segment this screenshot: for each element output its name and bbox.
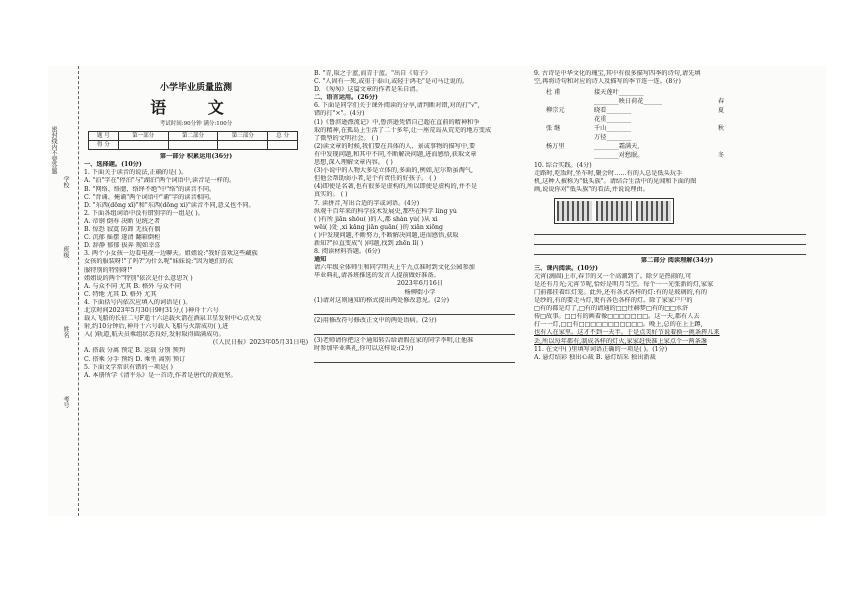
statement-line: 取的精神,在孤岛上生活了二十多年,让一座荒岛从荒芜的地方变成 xyxy=(314,126,492,134)
binding-strip xyxy=(48,66,79,516)
reading-line: 元宵(滴圆)上市,春节的又一个高潮到了。除夕是热闹的,可 xyxy=(534,272,692,280)
column-1 xyxy=(84,70,308,380)
poem-row xyxy=(546,142,820,151)
statement-line: (3)小说中的人物大多是立体的,多面的,例如,尼尔斯虽淘气, xyxy=(314,167,473,175)
poet-name: 柳宗元 xyxy=(546,106,565,114)
question-line: 错的打"×"。(4分) xyxy=(314,110,365,118)
question-line: 4. 下面括号内依次应填入的词语是( )。 xyxy=(84,298,192,306)
binding-label-id: 考号 xyxy=(62,396,69,408)
section-heading: 二、语言运用。(26分) xyxy=(314,94,378,102)
column-3 xyxy=(534,70,820,362)
poem-row xyxy=(546,88,820,97)
illustration-panel xyxy=(557,201,592,221)
option-line: C. 沉郁 摇摆 遂清 翻箱倒柜 xyxy=(84,234,161,242)
question-line: 7. 读拼音,写出合适的字或词语。(4分) xyxy=(314,199,420,207)
option-line: B. "网络、络腮、络绎不绝"中"络"的读音不同。 xyxy=(84,185,216,193)
subject-title: 语 文 xyxy=(150,98,242,117)
illustration-panel xyxy=(636,201,671,221)
poem-line: 花重________ xyxy=(594,115,632,123)
option-line: C. 特地 尤其 D. 格外 尤其 xyxy=(84,290,157,298)
statement-line: 但他会帮助弱小者,是个有责任的好孩子。 ( ) xyxy=(314,175,437,183)
notice-body: 请六年级全体师生和同学明天上午九点准时到文化公园参加 xyxy=(314,264,475,272)
score-cell[interactable] xyxy=(268,141,298,150)
source-line: (《人民日报》2023年05月31日电) xyxy=(212,339,308,347)
question-line: 10. 综合实践。(4分) xyxy=(534,162,592,170)
notice-title: 通知 xyxy=(314,256,327,264)
option-line: A. 搭载 分离 预定 B. 运载 分别 预判 xyxy=(84,347,185,355)
question-line: 5. 下面文学常识有错的一项是( ) xyxy=(84,363,173,371)
score-cell: 得 分 xyxy=(89,141,119,150)
option-line: A. 与众不同 尤其 B. 格外 与众不同 xyxy=(84,282,182,290)
option-line: B. 惊恐 寂寞 防卸 无技有偶 xyxy=(84,226,161,234)
option-line: D. 《匆匆》这篇文章的作者是朱自清。 xyxy=(314,86,422,94)
pinyin-line: ( )中发现问题,不断努力,不断解决问题,进而感悟,获取 xyxy=(314,231,459,239)
question-line: 8. 阅读材料答题。(6分) xyxy=(314,248,381,256)
score-table-row xyxy=(89,132,298,141)
exam-title: 小学毕业质量监测 xyxy=(159,83,232,93)
score-cell: 总 分 xyxy=(268,132,298,141)
question-line: 服特别的特别呀!" xyxy=(84,266,133,274)
question-line: 空,再将诗句和对应的诗人及描写的季节连一连。(8分) xyxy=(534,78,681,86)
question-line: 时参加毕业典礼,你可以这样说:(2分) xyxy=(314,344,414,352)
poem-line: ________霜满天, xyxy=(594,142,640,150)
illustration-phone-users xyxy=(554,198,674,224)
poem-row xyxy=(546,97,820,106)
option-line: D. 辞静 郁郁 拔奔 现如幸喜 xyxy=(84,242,161,250)
answer-line[interactable] xyxy=(314,327,515,335)
score-cell: 题 号 xyxy=(89,132,119,141)
poem-row xyxy=(546,124,820,133)
notice-signature: 杨柳街小学 xyxy=(404,288,436,296)
option-line: A. 帝钢 倒寿 决断 见统之者 xyxy=(84,217,161,225)
statement-line: (1)《鲁滨逊漂流记》中,鲁滨逊凭借自己超在直前的精神和争 xyxy=(314,118,480,126)
season: 秋 xyxy=(717,124,724,132)
poet-name: 张 继 xyxy=(546,124,561,132)
exam-meta: 考试时间:90分钟 满分:100分 xyxy=(159,121,233,127)
poem-line: ________映日荷花______ xyxy=(594,97,663,105)
poem-line: 接天莲叶________ xyxy=(594,88,644,96)
statement-line: (4)即使是名著,也有很多是虚构的,所以即使是虚构的,并不是 xyxy=(314,183,478,191)
reading-line: 打一一灯,□□有□□□□□□□□□□□。晚上,总的在上上蹲, xyxy=(534,321,703,329)
binding-label-name: 姓名 xyxy=(62,326,69,338)
reading-line: 是还有月光;元宵节呢,恰好是明月当空。每个一一光张新的灯,家家 xyxy=(534,280,714,288)
score-cell[interactable] xyxy=(118,141,168,150)
question-line: (3)老师请你把这个通知转告给请假在家的同学李明,让他准 xyxy=(314,336,474,344)
pinyin-line: ( )有所 jiān shǒu( )的人,都 shàn yú( )从 xì xyxy=(314,215,438,223)
poem-row xyxy=(546,151,820,160)
poet-name: 杜 甫 xyxy=(546,88,561,96)
question-line: 画,说说你对"低头族"的看法,并说说理由。 xyxy=(534,186,649,194)
notice-body: 毕业典礼,请各班推选的发言人提前做好准备。 xyxy=(314,272,440,280)
reading-line: 丢,所以每年都有,制成各样的灯火,家家赶快准上家点个一两条盏 xyxy=(534,337,707,345)
exam-sheet xyxy=(48,66,826,516)
part-heading: 第二部分 阅读理解(34分) xyxy=(640,256,714,264)
question-line: 走路时,吃饭时,坐车时,聚会时……有的人总是低头玩手 xyxy=(534,170,683,178)
score-cell[interactable] xyxy=(168,141,218,150)
score-cell: 第二部分 xyxy=(168,132,218,141)
poem-line: 晓看________ xyxy=(594,106,632,114)
question-line: 6. 下面是同学们关于课外阅读的分享,请判断对错,对的打"√", xyxy=(314,102,480,110)
question-line: 3. 两个小女孩一边看电视一边聊天。姐姐说:"我好喜欢这些藏族 xyxy=(84,250,258,258)
poem-matching-grid xyxy=(546,88,820,160)
question-line: 9. 古诗是中华文化的瑰宝,其中有很多描写四季的诗句,请先填 xyxy=(534,70,701,77)
statement-line: 思想,深入理解文章内容。 ( ) xyxy=(314,159,393,167)
poet-name: 杨万里 xyxy=(546,142,565,150)
notice-date: 2023年6月16日 xyxy=(396,280,444,288)
score-cell: 第三部分 xyxy=(218,132,268,141)
option-line: A. 悬灯结彩 独出心裁 B. 悬灯结采 独出新裁 xyxy=(534,353,656,361)
answer-line[interactable] xyxy=(314,307,515,315)
reading-line: 门前都挂着红灯笼。此外,还有各式各样的灯:有的是玻璃的,有的 xyxy=(534,288,708,296)
binding-label-school: 学校 xyxy=(62,176,69,188)
seal-line-text: 密封线内不要答题 xyxy=(50,126,57,174)
reading-line: 传□故事。□□有的画着像□□□□□□□。这一天,都有人去 xyxy=(534,313,700,321)
score-cell[interactable] xyxy=(218,141,268,150)
season: 春 xyxy=(717,97,724,105)
statement-line: 了微型的文明社会。 ( ) xyxy=(314,134,379,142)
statement-line: (2)读文章的时候,我们要在具体的人、景或事物的描写中,要 xyxy=(314,142,476,150)
part-heading: 第一部分 积累运用(36分) xyxy=(159,153,233,161)
poem-row xyxy=(546,133,820,142)
statement-line: 有中发现问题,和其中不同,不断解决问题,进而感悟,获取文章 xyxy=(314,150,477,158)
statement-line: 真实的。 ( ) xyxy=(314,191,348,199)
question-line: 女孩的服装呀!"了吗?"为什么呢"妹妹说:"因为她们的衣 xyxy=(84,258,234,266)
passage-line: 入( )轨道,航天员乘组状态良好,发射取得圆满成功。 xyxy=(84,331,225,339)
question-line: 机,这种人被称为"低头族"。请结合生活中的见闻和下面的图 xyxy=(534,178,697,186)
option-line: C. "人固有一死,或重于泰山,或轻于鸿毛"是司马迁说的。 xyxy=(314,78,469,86)
reading-line: □有的都是灯了,□有的请通的□□往赫梦□有的□□水浒 xyxy=(534,305,689,313)
score-cell: 第一部分 xyxy=(118,132,168,141)
illustration-panel xyxy=(596,201,631,221)
answer-line[interactable] xyxy=(534,237,806,245)
season: 冬 xyxy=(717,151,724,159)
poem-line: 万径________ xyxy=(594,133,632,141)
option-line: C. "背诵、掩诵"两个词语中"诵"字的读音相同。 xyxy=(84,193,216,201)
section-heading: 三、课内阅读。(10分) xyxy=(534,264,598,272)
pinyin-line: 新知?"拉直变成"( )问题,找到 zhēn lǐ( ) xyxy=(314,239,424,247)
poem-row xyxy=(546,106,820,115)
question-line: 11. 在文中( )里填写词语正确的一项是( )。(1分) xyxy=(534,345,668,353)
answer-line[interactable] xyxy=(534,247,806,255)
answer-line[interactable] xyxy=(534,227,806,235)
reading-line: 是纱的,有的要走马灯,更有各色各样的灯。除了家家户户的 xyxy=(534,297,693,305)
binding-label-class: 班级 xyxy=(62,246,69,258)
reading-line: 也有人在家里。这才不到一天半。于是点美好节说着换一挑条挥儿来 xyxy=(534,329,720,337)
answer-line[interactable] xyxy=(314,355,515,363)
question-line: 2. 下面各组词语中没有错别字的一组是( )。 xyxy=(84,209,204,217)
option-line: C. 搭乘 分手 预约 D. 乘坐 离别 预订 xyxy=(84,355,186,363)
poem-line: ________对愁眠。 xyxy=(594,151,644,159)
pinyin-line: wēi( )处 ,xì kǎng jiān guān( )的 xiān xiōng xyxy=(314,223,443,231)
column-2 xyxy=(314,70,526,365)
passage-line: 北京时间2023年5月30日9时31分,( )神舟十六号 xyxy=(84,306,219,314)
season: 夏 xyxy=(717,106,724,114)
question-line: (2)用修改符号修改正文中的两处语病。(2分) xyxy=(314,316,437,324)
option-line: B. "青,取之于蓝,而青于蓝。"出自《荀子》 xyxy=(314,70,432,77)
question-line: 姐姐说的两个"特别"依次是什么意思?( ) xyxy=(84,274,193,282)
score-table-row xyxy=(89,141,298,150)
question-line: 1. 下面关于读音的说法,正确的是( )。 xyxy=(84,169,188,177)
score-table xyxy=(88,131,298,150)
option-line: A. "泊"字在"停泊"与"湖泊"两个词语中,读音是一样的。 xyxy=(84,177,236,185)
passage-line: 载人飞船的长征二号F遥十六运载火箭在酒泉卫星发射中心点火发 xyxy=(84,315,262,323)
passage-line: 射,约10分钟后,神舟十六号载人飞船与火箭成功( ),进 xyxy=(84,323,229,331)
section-heading: 一、选择题。(10分) xyxy=(84,161,142,169)
pinyin-line: 纵观千百年来的科学技术发展史,那些在科学 líng yù xyxy=(314,207,457,215)
poem-row xyxy=(546,115,820,124)
poem-line: 千山________ xyxy=(594,124,632,132)
option-line: D. "东西(dōng xī)"和"东西(dōng xi)"读音不同,意义也不同。 xyxy=(84,201,255,209)
option-line: A. 本册所学《清平乐》是一首诗,作者是唐代的黄庭坚。 xyxy=(84,371,237,379)
question-line: (1)请对这则通知的格式提出两处修改意见。(2分) xyxy=(314,296,450,304)
